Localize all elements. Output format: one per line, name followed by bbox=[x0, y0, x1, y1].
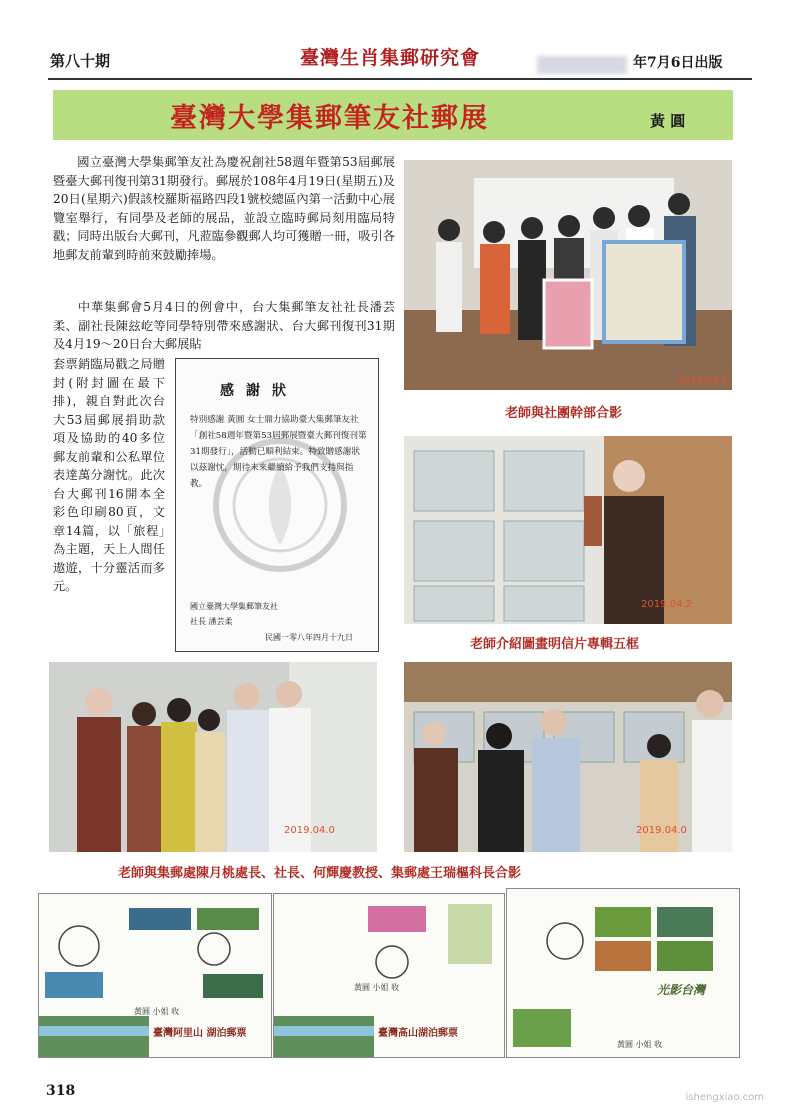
cover-3-label: 光影台灣 bbox=[657, 983, 706, 997]
paragraph-1: 國立臺灣大學集郵筆友社為慶祝創社58週年暨第53屆郵展暨臺大郵刊復刊第31期發行。郵展於108年4月19日(星期五)及20日(星期六)假該校羅斯福路四段1號校總區內第一活動中心展覽室舉行，有同學及老師的展品，並設立臨時郵局刻用臨局特戳；同時出版台大郵刊，凡蒞臨參觀郵人均可獲贈一冊，吸引各地郵友前輩到時前來鼓勵捧場。 bbox=[53, 155, 395, 262]
cover-1-address: 黃圓 小姐 收 bbox=[134, 1007, 180, 1016]
watermark: ishengxiao.com bbox=[685, 1092, 764, 1103]
redacted-year bbox=[537, 56, 627, 74]
photo-date-stamp: 2019.04.2 bbox=[677, 375, 728, 386]
paragraph-3: 套票銷臨局戳之局贈封(附封圖在最下排)，親自對此次台大53屆郵展捐助款項及協助的40多位郵友前輩和公私單位表達萬分謝忱。此次台大郵刊16開本全彩色印刷80頁，文章14篇，以「旅程」為主題，天上人間任遨遊，十分靈活而多元。 bbox=[53, 357, 165, 593]
paragraph-2: 中華集郵會5月4日的例會中，台大集郵筆友社社長潘芸柔、副社長陳玆屹等同學特別帶來感謝狀、台大郵刊復刊31期及4月19～20日台大郵展貼 bbox=[53, 300, 395, 351]
certificate-date: 民國一零八年四月十九日 bbox=[265, 633, 353, 642]
cover-2-label: 臺灣高山湖泊郵票 bbox=[378, 1028, 458, 1039]
article-author: 黃 圓 bbox=[650, 112, 686, 130]
certificate-org: 國立臺灣大學集郵筆友社 bbox=[190, 602, 278, 611]
photo-officials-group bbox=[49, 662, 377, 852]
photo-teacher-frames bbox=[404, 436, 732, 624]
certificate-title: 感謝狀 bbox=[220, 383, 298, 399]
photo-date-stamp: 2019.04.0 bbox=[284, 825, 335, 836]
certificate-body: 特別感謝 黃圓 女士鼎力協助臺大集郵筆友社「創社58週年暨第53屆郵展暨臺大郵刊復刊第31期發行」，活動已順利結束。特致贈感謝狀以茲謝忱，期待未來繼續給予我們支持與指教。 bbox=[190, 415, 367, 489]
issue-number: 第八十期 bbox=[50, 52, 111, 70]
cover-2 bbox=[273, 893, 505, 1058]
page-number: 318 bbox=[46, 1083, 76, 1099]
society-name: 臺灣生肖集郵研究會 bbox=[300, 47, 481, 69]
caption-photo-2: 老師介紹圖畫明信片專輯五框 bbox=[470, 637, 640, 652]
caption-photos-3-4: 老師與集郵處陳月桃處長、社長、何輝慶教授、集郵處王瑞樞科長合影 bbox=[118, 866, 522, 881]
photo-club-group bbox=[404, 160, 732, 390]
certificate-president: 社長 潘芸柔 bbox=[190, 617, 233, 626]
cover-2-address: 黃圓 小姐 收 bbox=[354, 983, 400, 992]
cover-3-address: 黃圓 小姐 收 bbox=[617, 1040, 663, 1049]
photo-date-stamp: 2019.04.2 bbox=[641, 599, 692, 610]
cover-1-label: 臺灣阿里山 湖泊郵票 bbox=[153, 1028, 247, 1039]
article-title: 臺灣大學集郵筆友社郵展 bbox=[170, 103, 489, 134]
photo-date-stamp: 2019.04.0 bbox=[636, 825, 687, 836]
header-rule bbox=[48, 78, 752, 80]
publish-date: 年7月6日出版 bbox=[633, 55, 723, 71]
photo-viewing-exhibits bbox=[404, 662, 732, 852]
cover-1 bbox=[38, 893, 272, 1058]
cover-3 bbox=[506, 888, 740, 1058]
caption-photo-1: 老師與社團幹部合影 bbox=[505, 406, 623, 421]
